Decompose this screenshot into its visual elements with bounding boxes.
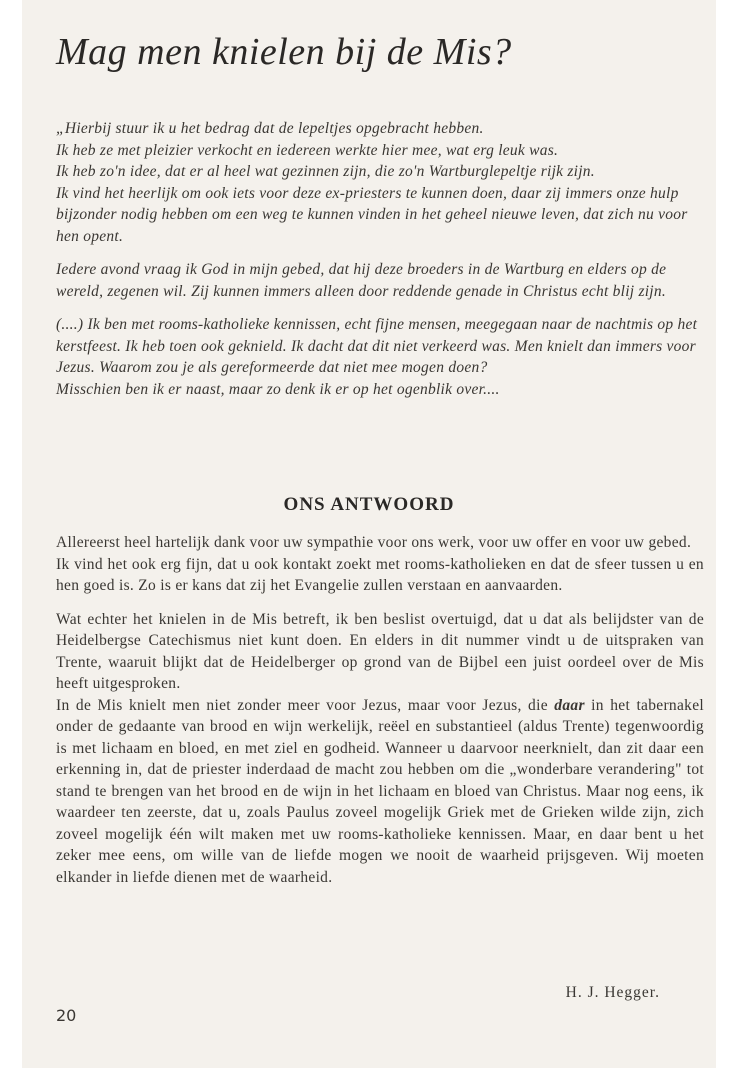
answer-heading: ONS ANTWOORD	[283, 494, 455, 515]
magazine-page	[22, 0, 716, 1068]
letter-line: Ik heb ze met pleizier verkocht en iedereen werkte hier mee, wat erg leuk was.	[56, 141, 559, 159]
letter-line: Misschien ben ik er naast, maar zo denk ik er op het ogenblik over....	[56, 380, 500, 398]
letter-line: Iedere avond vraag ik God in mijn gebed, dat hij deze broeders in de Wartburg en elders op de wereld, zegenen wil. Zij kunnen immers alleen door reddende genade in Christus echt blij zijn.	[56, 261, 667, 300]
letter-line: (....) Ik ben met rooms-katholieke kennissen, echt fijne mensen, meegegaan naar de nachtmis op het kerstfeest. Ik heb toen ook geknield. Ik dacht dat dit niet verkeerd was. Men knielt dan immers voor Jezus. Waarom zou je als gereformeerde dat niet mee mogen doen?	[56, 316, 698, 376]
answer-text: in het tabernakel onder de gedaante van brood en wijn werkelijk, reëel en substantieel (aldus Trente) tegenwoordig is met lichaam en bloed, en met ziel en godheid. Wanneer u daarvoor neerknielt, dan zit daar een erkenning in, dat de priester inderdaad de macht zou hebben om die „wonderbare verandering" tot stand te brengen van het brood en de wijn in het lichaam en bloed van Christus. Maar nog eens, ik waardeer ten zeerste, dat u, zoals Paulus zoveel mogelijk Griek met de Grieken wilde zijn, zich zoveel mogelijk één wilt maken met uw rooms-katholieke kennissen. Maar, en daar bent u het zeker mee eens, om wille van de liefde mogen we nooit de waarheid prijsgeven. Wij moeten elkander in liefde dienen met de waarheid.	[56, 696, 704, 886]
answer-paragraph: Allereerst heel hartelijk dank voor uw sympathie voor ons werk, voor uw offer en voor uw gebed.	[56, 534, 692, 551]
page-number: 20	[56, 1006, 77, 1025]
author-signature: H. J. Hegger.	[565, 984, 660, 1001]
letter-line: Ik vind het heerlijk om ook iets voor deze ex-priesters te kunnen doen, daar zij immers onze hulp bijzonder nodig hebben om een weg te kunnen vinden in het geheel nieuwe leven, dat zich nu voor hen opent.	[56, 184, 688, 245]
answer-body	[56, 532, 704, 888]
letter-line: Ik heb zo'n idee, dat er al heel wat gezinnen zijn, die zo'n Wartburglepeltje rijk zijn.	[56, 163, 595, 180]
answer-paragraph: Ik vind het ook erg fijn, dat u ook kontakt zoekt met rooms-katholieken en dat de sfeer tussen u en hen goed is. Zo is er kans dat zij het Evangelie zullen verstaan en aanvaarden.	[56, 555, 704, 594]
answer-paragraph	[56, 695, 704, 889]
emphasis-word: daar	[554, 696, 585, 714]
article-title: Mag men knielen bij de Mis?	[56, 31, 512, 73]
answer-text: In de Mis knielt men niet zonder meer voor Jezus, maar voor Jezus, die	[56, 696, 555, 714]
letter-line: „Hierbij stuur ik u het bedrag dat de lepeltjes opgebracht hebben.	[56, 120, 484, 137]
answer-paragraph: Wat echter het knielen in de Mis betreft, ik ben beslist overtuigd, dat u dat als belijdster van de Heidelbergse Catechismus niet kunt doen. En elders in dit nummer vindt u de uitspraken van Trente, waaruit blijkt dat de Heidelberger op grond van de Bijbel een juist oordeel over de Mis heeft uitgesproken.	[56, 610, 704, 692]
reader-letter	[56, 118, 704, 400]
